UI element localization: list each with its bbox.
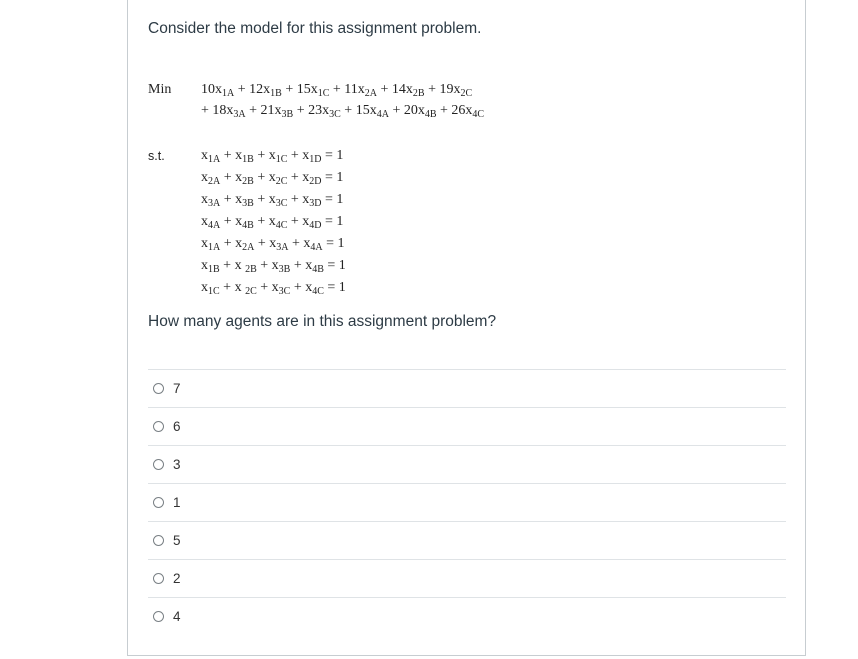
radio-button[interactable] (153, 421, 164, 432)
subscript: 4B (242, 220, 254, 231)
constraint-4: $x_{4A} + x_{4B} + x_{4C} + x_{4D} = 1$ (201, 214, 344, 231)
subscript: 1C (275, 154, 288, 165)
answer-label: 4 (173, 609, 181, 624)
answer-option[interactable] (148, 369, 786, 407)
subscript: 4A (376, 109, 389, 120)
subscript: 1D (309, 154, 322, 165)
question-text: Consider the model for this assignment problem. (148, 20, 482, 37)
answer-option[interactable] (148, 445, 786, 483)
subscript: 2D (309, 176, 322, 187)
subscript: 1A (222, 88, 235, 99)
answer-label: 2 (173, 571, 181, 586)
radio-button[interactable] (153, 535, 164, 546)
constraint-1: $x_{1A} + x_{1B} + x_{1C} + x_{1D} = 1$ (201, 148, 344, 165)
subscript: 1C (317, 88, 330, 99)
answer-label: 1 (173, 495, 181, 510)
answer-option[interactable] (148, 407, 786, 445)
subscript: 2B (412, 88, 425, 99)
min-label: Min (148, 82, 172, 97)
answer-option[interactable] (148, 521, 786, 559)
radio-button[interactable] (153, 497, 164, 508)
subscript: 3D (309, 198, 322, 209)
subscript: 4C (312, 286, 324, 297)
objective-line-2: + $18x_{3A} + 21x_{3B} + 23x_{3C} + 15x_{4A} + 20x_{4B} + 26x_{4C}$ (201, 103, 485, 120)
subscript: 3C (275, 198, 288, 209)
constraint-5: $x_{1A} + x_{2A} + x_{3A} + x_{4A} = 1$ (201, 236, 345, 253)
subscript: 2C (245, 286, 257, 297)
subscript: 2B (242, 176, 254, 187)
objective-line-1: $10x_{1A} + 12x_{1B} + 15x_{1C} + 11x_{2A} + 14x_{2B} + 19x_{2C}$ (201, 82, 473, 99)
subscript: 1B (270, 88, 282, 99)
subscript: 2C (275, 176, 288, 187)
radio-button[interactable] (153, 383, 164, 394)
subscript: 4A (310, 242, 323, 253)
constraint-6: $x_{1B} + x$ $_{2B} + x_{3B} + x_{4B} = 1$ (201, 258, 346, 275)
answer-option[interactable] (148, 559, 786, 597)
radio-button[interactable] (153, 573, 164, 584)
subscript: 4C (275, 220, 288, 231)
subscript: 3A (233, 109, 246, 120)
subscript: 1C (208, 286, 220, 297)
subscript: 4A (208, 220, 221, 231)
subscript: 3B (242, 198, 254, 209)
subscript: 4B (312, 264, 324, 275)
answer-list (148, 369, 786, 635)
subscript: 3A (276, 242, 289, 253)
subscript: 3B (278, 264, 291, 275)
subscript: 1A (208, 154, 221, 165)
answer-label: 3 (173, 457, 181, 472)
subscript: 1A (208, 242, 221, 253)
answer-option[interactable] (148, 597, 786, 635)
st-label: s.t. (148, 149, 165, 163)
subscript: 3B (281, 109, 294, 120)
subscript: 3A (208, 198, 221, 209)
constraint-7: $x_{1C} + x$ $_{2C} + x_{3C} + x_{4C} = 1$ (201, 280, 346, 297)
subscript: 2C (460, 88, 473, 99)
subscript: 2A (208, 176, 221, 187)
subscript: 1B (208, 264, 220, 275)
subscript: 3C (278, 286, 291, 297)
constraint-3: $x_{3A} + x_{3B} + x_{3C} + x_{3D} = 1$ (201, 192, 344, 209)
radio-button[interactable] (153, 459, 164, 470)
radio-button[interactable] (153, 611, 164, 622)
answer-label: 6 (173, 419, 181, 434)
subscript: 2A (242, 242, 255, 253)
sub-question-text: How many agents are in this assignment problem? (148, 313, 497, 330)
subscript: 1B (242, 154, 254, 165)
answer-option[interactable] (148, 483, 786, 521)
subscript: 2B (245, 264, 257, 275)
answer-label: 7 (173, 381, 181, 396)
answer-label: 5 (173, 533, 181, 548)
constraint-2: $x_{2A} + x_{2B} + x_{2C} + x_{2D} = 1$ (201, 170, 344, 187)
subscript: 4C (472, 109, 485, 120)
subscript: 4D (309, 220, 322, 231)
subscript: 3C (329, 109, 341, 120)
subscript: 4B (424, 109, 437, 120)
subscript: 2A (364, 88, 378, 99)
